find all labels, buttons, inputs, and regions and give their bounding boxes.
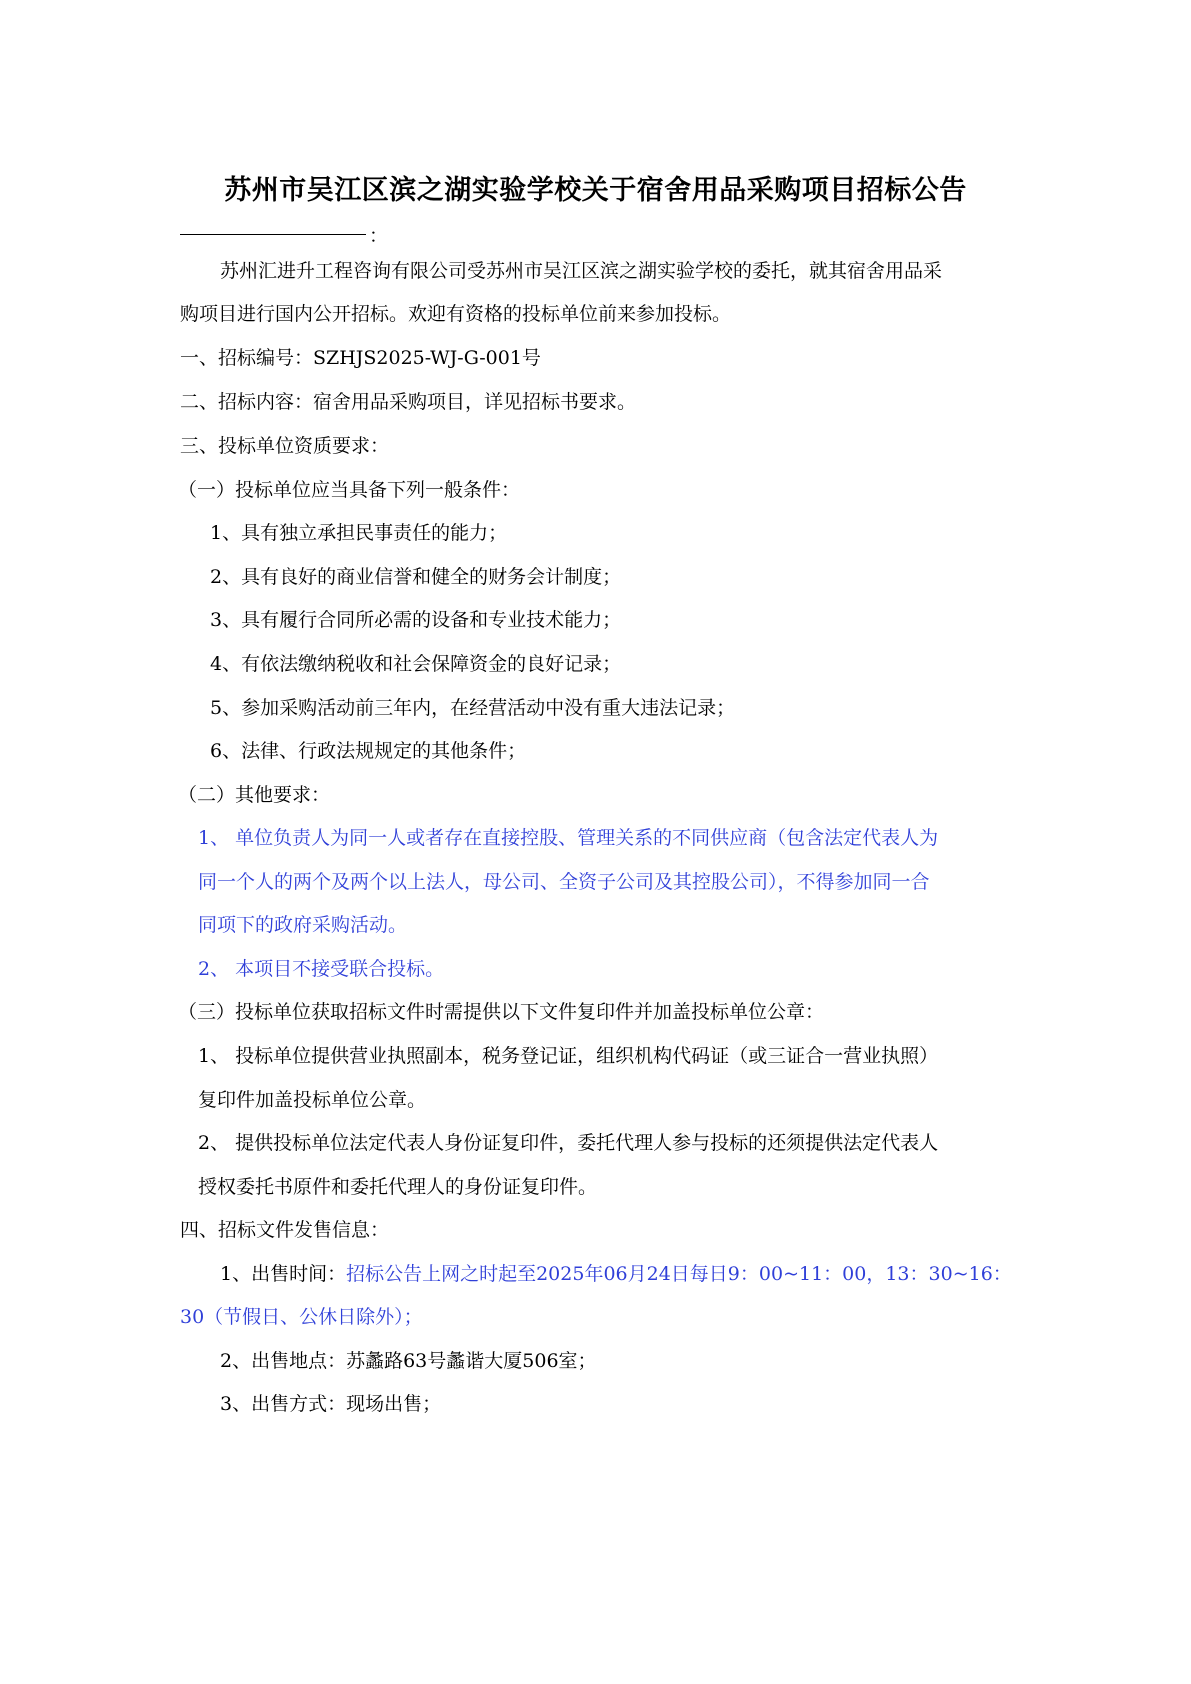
document-item-2-line-1: 2、 提供投标单位法定代表人身份证复印件，委托代理人参与投标的还须提供法定代表人: [198, 1132, 939, 1154]
list-item: 5、参加采购活动前三年内，在经营活动中没有重大违法记录；: [210, 697, 736, 719]
sale-time-label: 1、出售时间：: [220, 1263, 347, 1285]
requirement-1-line-1: 1、 单位负责人为同一人或者存在直接控股、管理关系的不同供应商（包含法定代表人为: [198, 827, 939, 849]
sale-place: 2、出售地点：苏蠡路63号蠡谐大厦506室；: [220, 1350, 597, 1372]
intro-paragraph-line-2: 购项目进行国内公开招标。欢迎有资格的投标单位前来参加投标。: [180, 303, 732, 325]
list-item: 2、具有良好的商业信誉和健全的财务会计制度；: [210, 566, 622, 588]
sale-method: 3、出售方式：现场出售；: [220, 1393, 442, 1415]
list-item: 1、具有独立承担民事责任的能力；: [210, 522, 508, 544]
sale-time-value: 招标公告上网之时起至2025年06月24日每日9：00~11：00，13：30~16：: [346, 1263, 1012, 1285]
list-item: 6、法律、行政法规规定的其他条件；: [210, 740, 527, 762]
subsection-2-heading: （二）其他要求：: [178, 784, 331, 806]
section-3-heading: 三、投标单位资质要求：: [180, 435, 390, 457]
subsection-1-heading: （一）投标单位应当具备下列一般条件：: [178, 479, 521, 501]
document-item-1-line-1: 1、 投标单位提供营业执照副本，税务登记证，组织机构代码证（或三证合一营业执照）: [198, 1045, 939, 1067]
subsection-3-heading: （三）投标单位获取招标文件时需提供以下文件复印件并加盖投标单位公章：: [178, 1001, 825, 1023]
section-2-bid-content: 二、招标内容：宿舍用品采购项目，详见招标书要求。: [180, 391, 637, 413]
requirement-1-line-2: 同一个人的两个及两个以上法人，母公司、全资子公司及其控股公司），不得参加同一合: [198, 871, 930, 893]
document-item-1-line-2: 复印件加盖投标单位公章。: [198, 1089, 427, 1111]
section-1-bid-number: 一、招标编号：SZHJS2025-WJ-G-001号: [180, 347, 541, 369]
document-title: 苏州市吴江区滨之湖实验学校关于宿舍用品采购项目招标公告: [224, 175, 967, 206]
list-item: 4、有依法缴纳税收和社会保障资金的良好记录；: [210, 653, 622, 675]
document-item-2-line-2: 授权委托书原件和委托代理人的身份证复印件。: [198, 1176, 598, 1198]
addressee-colon: ：: [369, 225, 389, 247]
intro-paragraph-line-1: 苏州汇进升工程咨询有限公司受苏州市吴江区滨之湖实验学校的委托，就其宿舍用品采: [220, 260, 943, 282]
addressee-blank-line: [180, 234, 366, 235]
list-item: 3、具有履行合同所必需的设备和专业技术能力；: [210, 609, 622, 631]
requirement-2: 2、 本项目不接受联合投标。: [198, 958, 445, 980]
requirement-1-line-3: 同项下的政府采购活动。: [198, 914, 408, 936]
section-4-heading: 四、招标文件发售信息：: [180, 1219, 390, 1241]
sale-time-line-1: [220, 1262, 1012, 1286]
sale-time-line-2: 30（节假日、公休日除外）；: [180, 1306, 423, 1328]
